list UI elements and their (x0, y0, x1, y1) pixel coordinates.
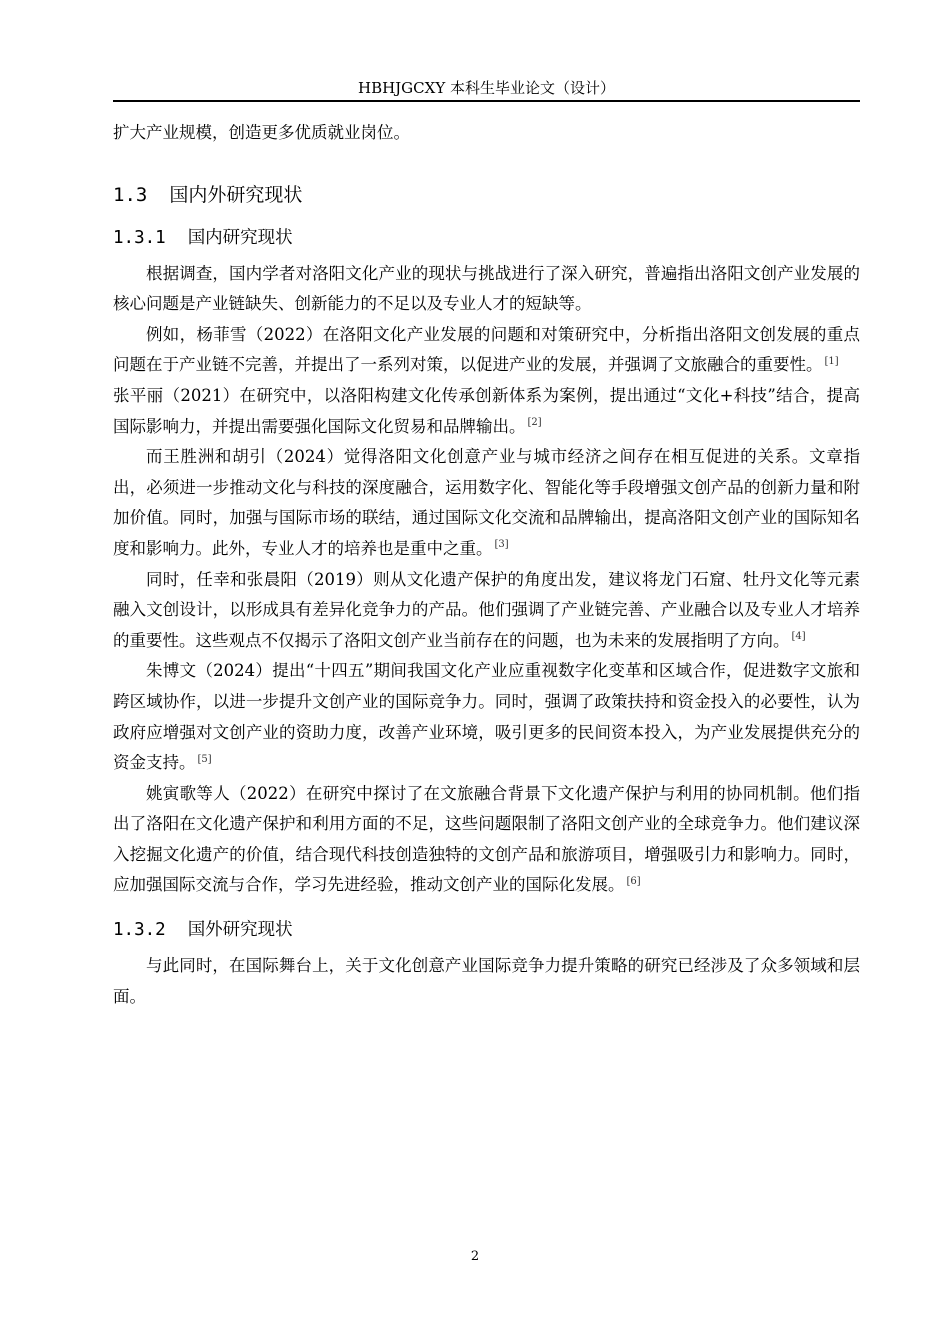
subsection-heading-1-3-1 (113, 223, 860, 253)
header-title: HBHJGCXY 本科生毕业论文（设计） (357, 79, 615, 97)
subsection-number: 1.3.2 (113, 920, 166, 941)
subsection-title: 国外研究现状 (187, 920, 293, 941)
citation-ref[interactable]: [5] (197, 753, 212, 765)
body-paragraph (113, 951, 860, 1012)
body-paragraph (113, 442, 860, 564)
section-heading-1-3 (113, 179, 860, 211)
continued-paragraph: 扩大产业规模，创造更多优质就业岗位。 (113, 123, 410, 142)
section-title: 国内外研究现状 (169, 183, 303, 206)
citation-ref[interactable]: [2] (527, 417, 542, 429)
citation-ref[interactable]: [3] (494, 539, 509, 551)
paragraph-text: 而王胜洲和胡引（2024）觉得洛阳文化创意产业与城市经济之间存在相互促进的关系。文章指出，必须进一步推动文化与科技的深度融合，运用数字化、智能化等手段增强文创产品的创新力量和附加价值。同时，加强与国际市场的联结，通过国际文化交流和品牌输出，提高洛阳文创产业的国际知名度和影响力。此外，专业人才的培养也是重中之重。 (113, 447, 860, 558)
subsection-title: 国内研究现状 (187, 227, 293, 248)
page-footer (0, 1247, 950, 1267)
paragraph-text: 张平丽（2021）在研究中，以洛阳构建文化传承创新体系为案例，提出通过“文化+科技”结合，提高国际影响力，并提出需要强化国际文化贸易和品牌输出。 (113, 385, 860, 436)
body-paragraph (113, 381, 860, 442)
paragraph-text: 例如，杨菲雪（2022）在洛阳文化产业发展的问题和对策研究中，分析指出洛阳文创发展的重点问题在于产业链不完善，并提出了一系列对策，以促进产业的发展，并强调了文旅融合的重要性。 (113, 324, 860, 375)
page-header (113, 74, 860, 102)
paragraph-text: 姚寅歌等人（2022）在研究中探讨了在文旅融合背景下文化遗产保护与利用的协同机制。他们指出了洛阳在文化遗产保护和利用方面的不足，这些问题限制了洛阳文创产业的全球竞争力。他们建议深入挖掘文化遗产的价值，结合现代科技创造独特的文创产品和旅游项目，增强吸引力和影响力。同时，应加强国际交流与合作，学习先进经验，推动文创产业的国际化发展。 (113, 783, 860, 895)
body-paragraph (113, 779, 860, 901)
page-number: 2 (470, 1249, 480, 1264)
paragraph-text: 同时，任幸和张晨阳（2019）则从文化遗产保护的角度出发，建议将龙门石窟、牡丹文化等元素融入文创设计，以形成具有差异化竞争力的产品。他们强调了产业链完善、产业融合以及专业人才培养的重要性。这些观点不仅揭示了洛阳文创产业当前存在的问题，也为未来的发展指明了方向。 (113, 569, 860, 650)
citation-ref[interactable]: [1] (824, 355, 839, 367)
citation-ref[interactable]: [6] (626, 875, 641, 887)
paragraph-text: 根据调查，国内学者对洛阳文化产业的现状与挑战进行了深入研究，普遍指出洛阳文创产业发展的核心问题是产业链缺失、创新能力的不足以及专业人才的短缺等。 (113, 263, 860, 314)
body-paragraph (113, 320, 860, 381)
paragraph-text: 朱博文（2024）提出“十四五”期间我国文化产业应重视数字化变革和区域合作，促进数字文旅和跨区域协作，以进一步提升文创产业的国际竞争力。同时，强调了政策扶持和资金投入的必要性，认为政府应增强对文创产业的资助力度，改善产业环境，吸引更多的民间资本投入，为产业发展提供充分的资金支持。 (113, 661, 860, 773)
paragraph-text: 与此同时，在国际舞台上，关于文化创意产业国际竞争力提升策略的研究已经涉及了众多领域和层面。 (113, 956, 860, 1006)
subsection-number: 1.3.1 (113, 227, 166, 248)
subsection-heading-1-3-2 (113, 915, 860, 945)
page-body (113, 118, 860, 1012)
section-number: 1.3 (113, 183, 148, 206)
body-paragraph (113, 656, 860, 778)
body-paragraph (113, 259, 860, 320)
body-paragraph (113, 565, 860, 657)
citation-ref[interactable]: [4] (791, 631, 806, 643)
